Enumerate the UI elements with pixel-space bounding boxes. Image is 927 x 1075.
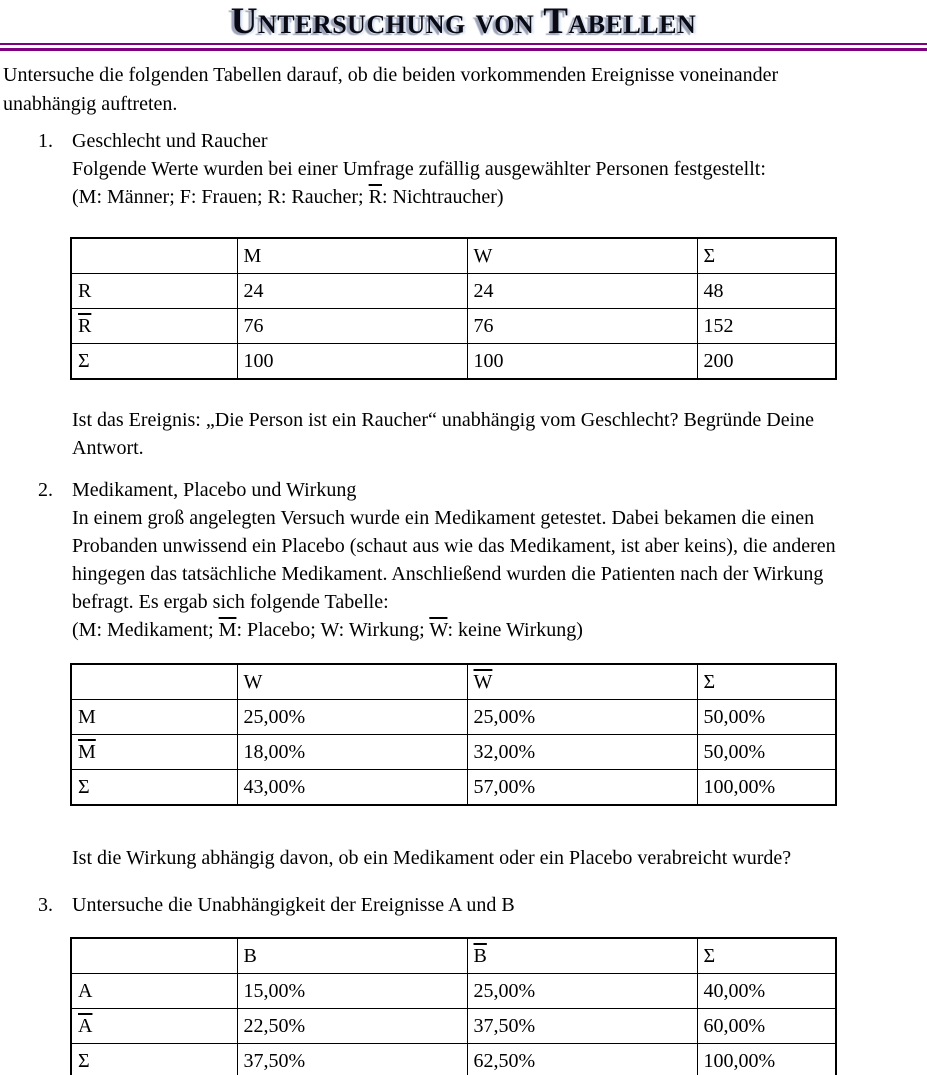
item-1-text [72, 127, 927, 211]
text-segment: (M: Medikament; [72, 619, 219, 641]
table-cell: A [71, 974, 237, 1009]
table-cell: 15,00% [237, 974, 467, 1009]
table-cell: 32,00% [467, 735, 697, 770]
contingency-table-2 [0, 663, 927, 806]
table-cell: 60,00% [697, 1009, 836, 1044]
text-segment: Ist die Wirkung abhängig davon, ob ein Medikament oder ein Placebo verabreicht wurde? [72, 847, 792, 869]
item-3-number: 3. [38, 894, 53, 916]
text-segment: Ist das Ereignis: „Die Person ist ein Raucher“ unabhängig vom Geschlecht? Begründe Deine [72, 409, 815, 431]
header-cell [71, 938, 237, 974]
text-segment: : Placebo; W: Wirkung; [236, 619, 430, 641]
text-line [72, 844, 927, 872]
table-cell: 100,00% [697, 1044, 836, 1075]
text-segment: Folgende Werte wurden bei einer Umfrage zufällig ausgewählter Personen festgestellt: [72, 158, 766, 180]
table-cell: 37,50% [467, 1009, 697, 1044]
text-segment: : Nichtraucher) [381, 186, 504, 208]
table-cell: M [71, 700, 237, 735]
table-grid [70, 937, 837, 1075]
header-cell [467, 664, 697, 700]
header-cell [467, 938, 697, 974]
table-cell: 100 [467, 344, 697, 380]
list-item-2 [38, 476, 927, 644]
table-cell: 18,00% [237, 735, 467, 770]
header-cell: Σ [697, 238, 836, 274]
overline-symbol: $\overline{A}$ [78, 1014, 93, 1037]
table-cell: 25,00% [237, 700, 467, 735]
text-line [72, 532, 927, 560]
contingency-table-3 [0, 937, 927, 1075]
table-cell: 152 [697, 309, 836, 344]
overline-symbol: $\overline{R}$ [368, 186, 382, 208]
list-item-1 [38, 127, 927, 211]
table-header-row [71, 238, 836, 274]
intro-paragraph [3, 61, 927, 119]
text-segment: Antwort. [72, 437, 144, 459]
page-title: Untersuchung von Tabellen [230, 1, 697, 42]
item-3-text [72, 891, 927, 919]
text-segment: : keine Wirkung) [447, 619, 583, 641]
table-cell: 62,50% [467, 1044, 697, 1075]
list-item-3 [38, 891, 927, 919]
text-segment: Geschlecht und Raucher [72, 130, 268, 152]
text-line [72, 616, 927, 644]
table-cell: 22,50% [237, 1009, 467, 1044]
text-segment: befragt. Es ergab sich folgende Tabelle: [72, 591, 389, 613]
text-segment: Untersuche die Unabhängigkeit der Ereignisse A und B [72, 894, 515, 916]
table-cell: 48 [697, 274, 836, 309]
table-row [71, 1044, 836, 1075]
item-2-text [72, 476, 927, 644]
table-row [71, 974, 836, 1009]
text-segment: Probanden unwissend ein Placebo (schaut aus wie das Medikament, ist aber keins), die anderen [72, 535, 836, 557]
table-cell: 76 [467, 309, 697, 344]
table-cell: 57,00% [467, 770, 697, 806]
text-line [3, 61, 927, 90]
table-cell: 37,50% [237, 1044, 467, 1075]
text-segment: Medikament, Placebo und Wirkung [72, 479, 357, 501]
table-cell: 50,00% [697, 735, 836, 770]
contingency-table-1 [0, 237, 927, 380]
item-2-number: 2. [38, 479, 53, 501]
text-segment: unabhängig auftreten. [3, 93, 178, 115]
table-header-row [71, 664, 836, 700]
text-line [72, 588, 927, 616]
text-line [72, 560, 927, 588]
text-segment: In einem groß angelegten Versuch wurde ein Medikament getestet. Dabei bekamen die einen [72, 507, 815, 529]
question-2 [72, 844, 927, 872]
table-cell: 50,00% [697, 700, 836, 735]
text-line [72, 476, 927, 504]
header-cell: Σ [697, 664, 836, 700]
table-cell: 100 [237, 344, 467, 380]
table-cell: 25,00% [467, 974, 697, 1009]
table-row [71, 344, 836, 380]
text-segment: hingegen das tatsächliche Medikament. Anschließend wurden die Patienten nach der Wirkung [72, 563, 824, 585]
table-row [71, 735, 836, 770]
text-line [3, 90, 927, 119]
title-divider [0, 43, 927, 51]
overline-symbol: $\overline{B}$ [473, 944, 487, 967]
table-cell [71, 309, 237, 344]
text-line [72, 891, 927, 919]
text-segment: (M: Männer; F: Frauen; R: Raucher; [72, 186, 369, 208]
table-cell: 76 [237, 309, 467, 344]
text-line [72, 183, 927, 211]
question-1 [72, 406, 927, 462]
table-cell: Σ [71, 1044, 237, 1075]
table-cell: 200 [697, 344, 836, 380]
table-cell: 43,00% [237, 770, 467, 806]
header-cell: W [467, 238, 697, 274]
header-cell [71, 238, 237, 274]
text-line [72, 504, 927, 532]
table-grid [70, 237, 837, 380]
table-row [71, 1009, 836, 1044]
header-cell: M [237, 238, 467, 274]
overline-symbol: $\overline{M}$ [78, 740, 96, 763]
table-row [71, 770, 836, 806]
overline-symbol: $\overline{M}$ [218, 619, 237, 641]
table-cell: R [71, 274, 237, 309]
table-cell [71, 735, 237, 770]
table-grid [70, 663, 837, 806]
table-cell: 24 [467, 274, 697, 309]
table-cell: 25,00% [467, 700, 697, 735]
text-line [72, 155, 927, 183]
table-cell: 24 [237, 274, 467, 309]
header-cell: W [237, 664, 467, 700]
overline-symbol: $\overline{W}$ [429, 619, 448, 641]
table-cell: Σ [71, 770, 237, 806]
overline-symbol: $\overline{R}$ [78, 314, 92, 337]
header-cell: Σ [697, 938, 836, 974]
text-segment: Untersuche die folgenden Tabellen darauf, ob die beiden vorkommenden Ereignisse voneinander [3, 64, 779, 86]
text-line [72, 406, 927, 434]
table-cell: 40,00% [697, 974, 836, 1009]
header-cell: B [237, 938, 467, 974]
table-cell: 100,00% [697, 770, 836, 806]
item-1-number: 1. [38, 130, 53, 152]
text-line [72, 127, 927, 155]
table-cell: Σ [71, 344, 237, 380]
table-row [71, 274, 836, 309]
table-row [71, 700, 836, 735]
table-header-row [71, 938, 836, 974]
table-cell [71, 1009, 237, 1044]
header-cell [71, 664, 237, 700]
text-line [72, 434, 927, 462]
table-row [71, 309, 836, 344]
overline-symbol: $\overline{W}$ [473, 670, 493, 693]
